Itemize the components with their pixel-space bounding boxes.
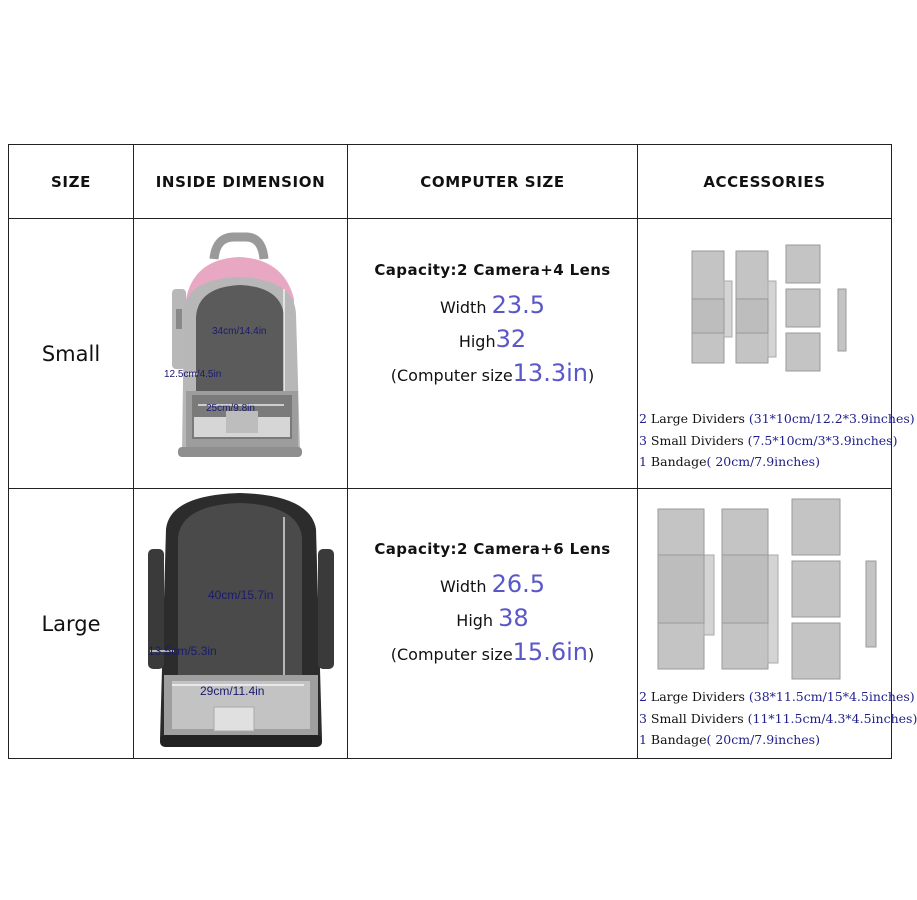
width-value: 26.5 <box>491 570 545 598</box>
header-row <box>9 145 892 219</box>
high-label: High <box>456 611 494 630</box>
computer-size-cell <box>348 219 638 489</box>
width-value: 23.5 <box>491 291 545 319</box>
high-label: High <box>458 332 496 351</box>
computer-size-line <box>348 638 637 666</box>
computer-suffix: ) <box>587 366 595 385</box>
inside-dimension-cell <box>134 219 348 489</box>
list-item: 2 Large Dividers (31*10cm/12.2*3.9inches) <box>639 411 915 426</box>
capacity-text: Capacity:2 Camera+6 Lens <box>374 540 611 558</box>
list-item: 1 Bandage( 20cm/7.9inches) <box>639 732 820 747</box>
header-inside-dimension: INSIDE DIMENSION <box>134 145 348 219</box>
accessories-cell <box>638 219 915 489</box>
inside-dimension-cell <box>134 489 348 759</box>
size-cell: Large <box>9 489 134 759</box>
width-line <box>348 291 637 319</box>
list-item: 1 Bandage( 20cm/7.9inches) <box>639 454 820 469</box>
large-dividers-image <box>638 489 892 679</box>
header-size: SIZE <box>9 145 134 219</box>
spec-table <box>8 144 917 759</box>
table-row-small <box>9 219 892 489</box>
list-item: 3 Small Dividers (11*11.5cm/4.3*4.5inches) <box>639 710 917 726</box>
high-value: 32 <box>495 325 527 353</box>
large-depth-label: 13.5cm/5.3in <box>148 644 217 658</box>
high-line <box>348 325 637 353</box>
computer-size-line <box>348 359 637 387</box>
computer-prefix: (Computer size <box>390 645 513 664</box>
width-line <box>348 570 637 598</box>
computer-suffix: ) <box>587 645 595 664</box>
small-height-label: 34cm/14.4in <box>212 326 267 337</box>
table-row-large <box>9 489 892 759</box>
list-item: 3 Small Dividers (7.5*10cm/3*3.9inches) <box>639 432 898 448</box>
header-accessories: ACCESSORIES <box>638 145 892 219</box>
large-height-label: 40cm/15.7in <box>208 588 274 602</box>
header-computer-size: COMPUTER SIZE <box>348 145 638 219</box>
capacity-text: Capacity:2 Camera+4 Lens <box>374 261 611 279</box>
small-backpack-image <box>134 219 348 488</box>
small-dividers-image <box>638 219 892 399</box>
accessories-cell <box>638 489 917 759</box>
computer-value: 13.3in <box>512 359 588 387</box>
large-backpack-image <box>134 489 348 758</box>
size-cell: Small <box>9 219 134 489</box>
large-width-label: 29cm/11.4in <box>200 684 265 698</box>
computer-value: 15.6in <box>512 638 588 666</box>
width-label: Width <box>439 577 487 596</box>
high-line <box>348 604 637 632</box>
computer-prefix: (Computer size <box>390 366 513 385</box>
accessories-list <box>639 686 917 751</box>
width-label: Width <box>439 298 487 317</box>
small-width-label: 25cm/9.8in <box>206 403 255 414</box>
accessories-list <box>639 408 915 473</box>
high-value: 38 <box>498 604 529 632</box>
computer-size-cell <box>348 489 638 759</box>
small-depth-label: 12.5cm/4.5in <box>164 369 222 380</box>
list-item: 2 Large Dividers (38*11.5cm/15*4.5inches) <box>639 689 915 704</box>
